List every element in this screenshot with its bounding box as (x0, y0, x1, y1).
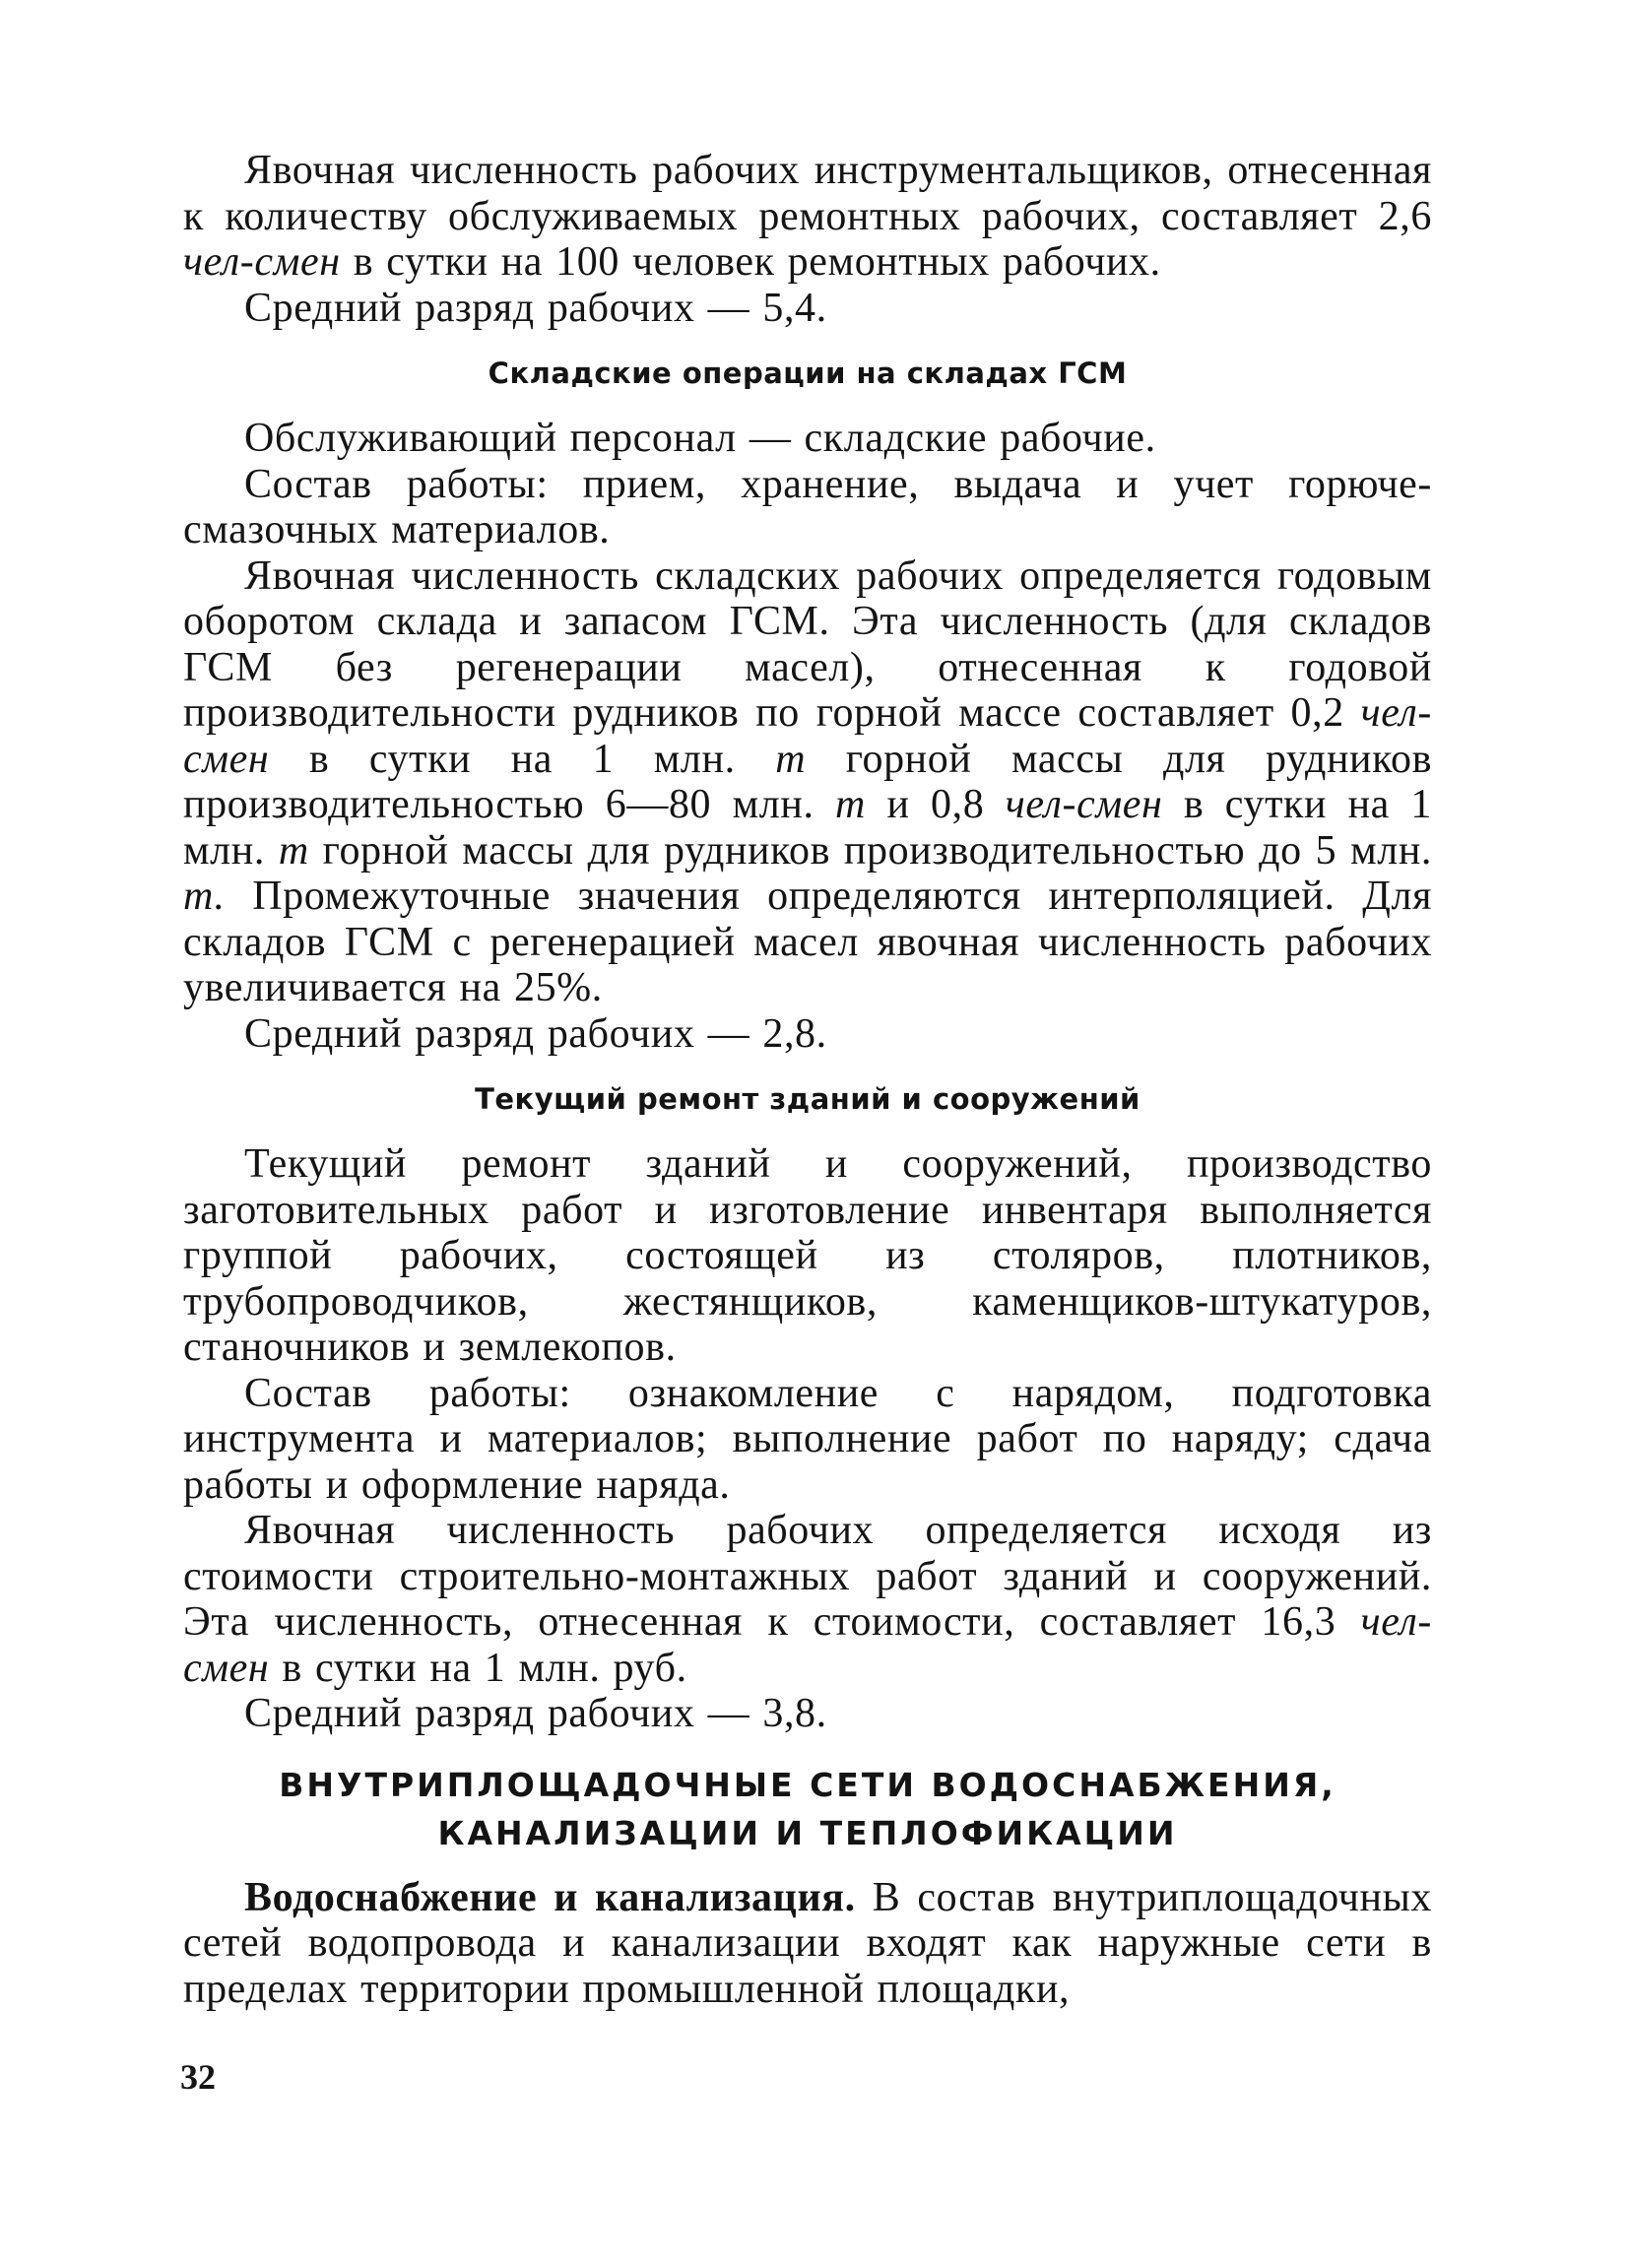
chapter-heading-site-networks: ВНУТРИПЛОЩАДОЧНЫЕ СЕТИ ВОДОСНАБЖЕНИЯ, КАНАЛИЗАЦИИ И ТЕПЛОФИКАЦИИ (279, 1765, 1336, 1852)
paragraph-repair-crew: Текущий ремонт зданий и сооружений, производство заготовительных работ и изготовление инвентаря выполняется группой рабочих, состоящей из столяров, плотников, трубопроводчиков, жестянщиков, каменщиков-штукатуров, станочников и землекопов. (183, 1141, 1432, 1370)
paragraph-fuel-staff: Обслуживающий персонал — складские рабочие. (244, 416, 1156, 461)
section-heading-fuel-storage: Складские операции на складах ГСМ (488, 356, 1128, 390)
run-in-heading: Водоснабжение и канализация. (244, 1874, 856, 1920)
paragraph-toolmakers-grade: Средний разряд рабочих — 5,4. (244, 285, 827, 331)
paragraph-repair-work-scope: Состав работы: ознакомление с нарядом, подготовка инструмента и материалов; выполнение работ по наряду; сдача работы и оформление наряда. (183, 1370, 1432, 1508)
paragraph-fuel-grade: Средний разряд рабочих — 2,8. (244, 1010, 827, 1057)
paragraph-fuel-staff-count: Явочная численность складских рабочих определяется годовым оборотом склада и запасом ГСМ. Эта численность (для складов ГСМ без регенерации масел), отнесенная к годовой производительности рудников по горной массе составляет 0,2 чел-смен в сутки на 1 млн. т горной массы для рудников производительностью 6—80 млн. т и 0,8 чел-смен в сутки на 1 млн. т горной массы для рудников производительностью до 5 млн. т. Промежуточные значения определяются интерполяцией. Для складов ГСМ с регенерацией масел явочная численность рабочих увеличивается на 25%. (183, 552, 1433, 1010)
page-body (183, 148, 1432, 2012)
paragraph-repair-grade: Средний разряд рабочих — 3,8. (244, 1691, 827, 1736)
paragraph-fuel-work-scope: Состав работы: прием, хранение, выдача и учет горюче-смазочных материалов. (183, 461, 1432, 552)
paragraph-toolmakers-count: Явочная численность рабочих инструментальщиков, отнесенная к количеству обслуживаемых ремонтных рабочих, составляет 2,6 чел-смен в сутки на 100 человек ремонтных рабочих. (183, 148, 1432, 285)
page-number: 32 (180, 2057, 216, 2097)
paragraph-repair-staff-count: Явочная численность рабочих определяется исходя из стоимости строительно-монтажных работ зданий и сооружений. Эта численность, отнесенная к стоимости, составляет 16,3 чел-смен в сутки на 1 млн. руб. (183, 1508, 1432, 1691)
section-heading-building-repair: Текущий ремонт зданий и сооружений (475, 1082, 1140, 1116)
paragraph-water-sewer: Водоснабжение и канализация. В состав внутриплощадочных сетей водопровода и канализации входят как наружные сети в пределах территории промышленной площадки, (183, 1874, 1432, 2012)
